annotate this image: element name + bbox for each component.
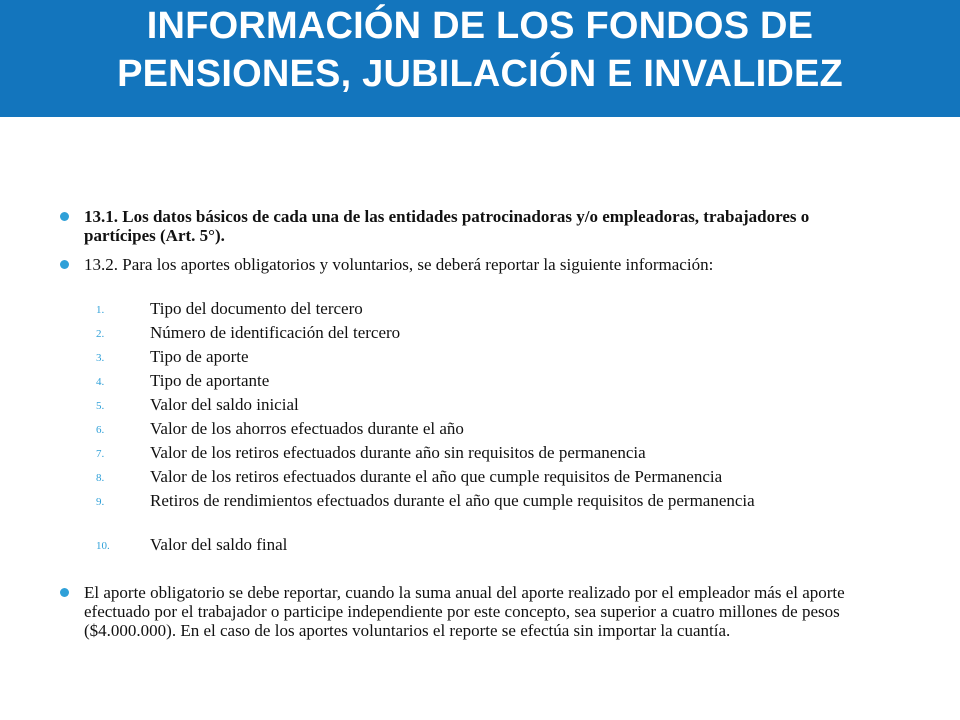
slide-title-bar [0,0,960,117]
bullet-13-1: 13.1. Los datos básicos de cada una de las entidades patrocinadoras y/o empleadoras, trabajadores o partícipes (Art. 5°). [84,207,884,245]
slide-title-line-1: INFORMACIÓN DE LOS FONDOS DE [146,5,814,47]
list-item-text: Número de identificación del tercero [150,323,401,342]
list-item-number: 3. [96,352,105,364]
list-item-number: 9. [96,496,105,508]
list-item-text: Tipo de aporte [150,347,249,366]
list-item-text: Valor de los retiros efectuados durante el año que cumple requisitos de Permanencia [150,467,723,486]
list-item-number: 7. [96,448,105,460]
list-item-text: Retiros de rendimientos efectuados durante el año que cumple requisitos de permanencia [150,491,755,510]
list-item-text: Valor del saldo final [150,535,288,554]
slide-title-line-2: PENSIONES, JUBILACIÓN E INVALIDEZ [117,53,843,95]
list-item-number: 2. [96,328,105,340]
bullet-13-2: 13.2. Para los aportes obligatorios y voluntarios, se deberá reportar la siguiente información: [84,255,884,274]
list-item-text: Valor de los ahorros efectuados durante el año [150,419,464,438]
list-item-number: 6. [96,424,105,436]
list-item-number: 5. [96,400,105,412]
bullet-aporte-obligatorio: El aporte obligatorio se debe reportar, cuando la suma anual del aporte realizado por el empleador más el aporte efectuado por el trabajador o participe independiente por este concepto, sea superior a cuatro millones de pesos ($4.000.000). En el caso de los aportes voluntarios el reporte se efectúa sin importar la cuantía. [84,583,884,640]
list-item-text: Tipo del documento del tercero [150,299,363,318]
list-item-text: Tipo de aportante [150,371,270,390]
list-item-number: 10. [96,540,110,552]
list-item-number: 1. [96,304,105,316]
list-item-number: 8. [96,472,105,484]
list-item-number: 4. [96,376,105,388]
list-item-text: Valor de los retiros efectuados durante año sin requisitos de permanencia [150,443,646,462]
list-item-text: Valor del saldo inicial [150,395,299,414]
